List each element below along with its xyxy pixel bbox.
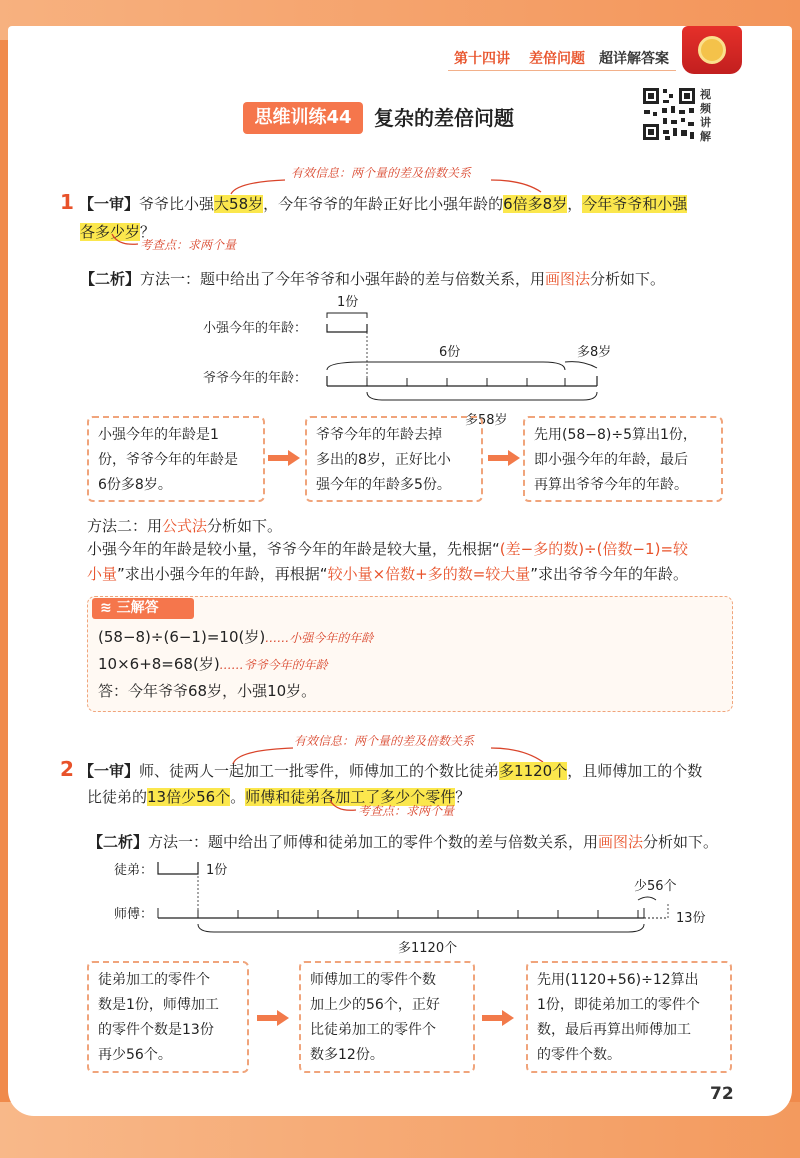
q2-info-note: 有效信息：两个量的差及倍数关系 bbox=[294, 734, 475, 748]
q1-label-small: 小强今年的年龄： bbox=[203, 321, 308, 336]
q1-line-diagram bbox=[193, 288, 623, 428]
q1-method1: 【二析】方法一：题中给出了今年爷爷和小强年龄的差与倍数关系，用画图法分析如下。 bbox=[80, 270, 666, 288]
q1-answer-tag: ≋ 三解答 bbox=[92, 598, 194, 619]
q1-more58: 多58岁 bbox=[465, 413, 508, 428]
header-topic: 差倍问题 bbox=[529, 51, 585, 67]
q1-exam-note: 考查点：求两个量 bbox=[140, 238, 237, 252]
page bbox=[8, 26, 792, 1116]
q1-line2: 各多少岁？ bbox=[80, 223, 156, 241]
right-arrow-icon bbox=[486, 448, 522, 468]
q2-line1: 【一审】师、徒两人一起加工一批零件，师傅加工的个数比徒弟多1120个，且师傅加工的个数 bbox=[79, 762, 703, 780]
q1-label-big: 爷爷今年的年龄： bbox=[203, 371, 308, 386]
wave-icon: ≋ bbox=[100, 600, 117, 616]
q1-flow-step-1: 小强今年的年龄是1 份，爷爷今年的年龄是 6份多8岁。 bbox=[87, 416, 265, 502]
header-lecture: 第十四讲 bbox=[454, 51, 510, 67]
q2-exam-note: 考查点：求两个量 bbox=[358, 804, 455, 818]
brand-badge-icon bbox=[682, 26, 742, 74]
q1-info-note: 有效信息：两个量的差及倍数关系 bbox=[291, 166, 472, 180]
page-number: 72 bbox=[710, 1084, 734, 1104]
right-arrow-icon bbox=[480, 1008, 516, 1028]
q1-flow-step-2: 爷爷今年的年龄去掉 多出的8岁，正好比小 强今年的年龄多5份。 bbox=[305, 416, 483, 502]
q1-explain-line2: 小量”求出小强今年的年龄，再根据“较小量×倍数+多的数=较大量”求出爷爷今年的年龄。 bbox=[87, 565, 689, 583]
q2-less56: 少56个 bbox=[634, 879, 677, 894]
q1-number: 1 bbox=[60, 190, 74, 214]
q2-line2: 比徒弟的13倍少56个。师傅和徒弟各加工了多少个零件？ bbox=[87, 788, 471, 806]
q1-answer-final: 答：今年爷爷68岁，小强10岁。 bbox=[98, 682, 317, 700]
qr-code-icon[interactable] bbox=[641, 86, 697, 142]
q1-method2: 方法二：用公式法分析如下。 bbox=[87, 517, 283, 535]
q2-thirteen: 13份 bbox=[676, 911, 706, 926]
video-label: 视频讲解 bbox=[700, 88, 711, 143]
q2-label-small: 徒弟： bbox=[114, 863, 154, 878]
right-arrow-icon bbox=[255, 1008, 291, 1028]
q2-method1: 【二析】方法一：题中给出了师傅和徒弟加工的零件个数的差与倍数关系，用画图法分析如下。 bbox=[88, 833, 719, 851]
q1-flow-step-3: 先用(58−8)÷5算出1份， 即小强今年的年龄，最后 再算出爷爷今年的年龄。 bbox=[523, 416, 723, 502]
header-divider bbox=[448, 70, 676, 71]
q1-line1: 【一审】爷爷比小强大58岁，今年爷爷的年龄正好比小强年龄的6倍多8岁，今年爷爷和小强 bbox=[79, 195, 688, 213]
q1-six-share: 6份 bbox=[439, 345, 461, 360]
q2-number: 2 bbox=[60, 757, 74, 781]
q2-more1120: 多1120个 bbox=[398, 941, 458, 956]
page-title: 复杂的差倍问题 bbox=[374, 106, 514, 130]
header-book: 超详解答案 bbox=[599, 51, 669, 67]
q1-explain-line1: 小强今年的年龄是较小量，爷爷今年的年龄是较大量，先根据“(差−多的数)÷(倍数−1)=较 bbox=[87, 540, 689, 558]
q1-answer-line2: 10×6+8=68(岁)……爷爷今年的年龄 bbox=[98, 655, 328, 673]
q1-one-share: 1份 bbox=[337, 295, 359, 310]
q1-answer-line1: (58−8)÷(6−1)=10(岁)……小强今年的年龄 bbox=[98, 628, 374, 646]
q2-flow-step-3: 先用(1120+56)÷12算出 1份，即徒弟加工的零件个 数，最后再算出师傅加工 的零件个数。 bbox=[526, 961, 732, 1073]
q2-line-diagram bbox=[108, 854, 728, 954]
q2-flow-step-1: 徒弟加工的零件个 数是1份，师傅加工 的零件个数是13份 再少56个。 bbox=[87, 961, 249, 1073]
q1-more8: 多8岁 bbox=[577, 345, 612, 360]
q2-label-big: 师傅： bbox=[114, 907, 154, 922]
q2-one-share: 1份 bbox=[206, 863, 228, 878]
section-badge: 思维训练44 bbox=[243, 102, 363, 134]
right-arrow-icon bbox=[266, 448, 302, 468]
q2-flow-step-2: 师傅加工的零件个数 加上少的56个，正好 比徒弟加工的零件个 数多12份。 bbox=[299, 961, 475, 1073]
